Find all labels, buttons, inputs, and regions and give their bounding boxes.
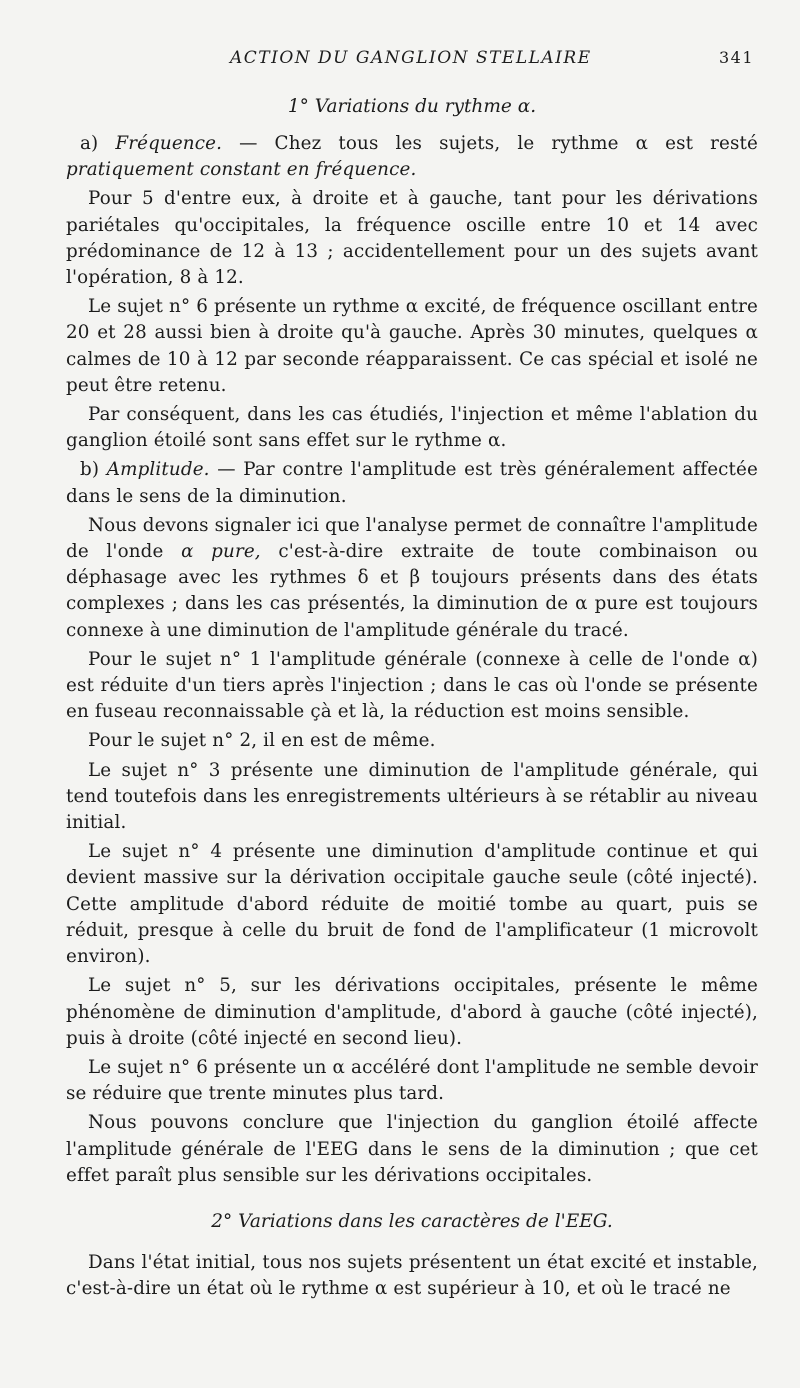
page-number: 341 bbox=[718, 48, 754, 67]
section-title-caracteres-eeg: 2° Variations dans les caractères de l'EEG. bbox=[211, 1210, 613, 1232]
section-title-rythme-alpha: 1° Variations du rythme α. bbox=[287, 96, 537, 117]
paragraph-emphasis: pratiquement constant en fréquence. bbox=[66, 159, 417, 181]
paragraph-body: Pour le sujet n° 2, il en est de même. bbox=[88, 730, 436, 752]
paragraph-body: Pour le sujet n° 1 l'amplitude générale (connexe à celle de l'onde α) est réduite d'un tiers après l'injection ; dans le cas où l'onde se présente en fuseau reconnaissable çà et là, la réduction est moins sensible. bbox=[66, 648, 758, 723]
paragraph-body: Le sujet n° 6 présente un rythme α excité, de fréquence oscillant entre 20 et 28 aussi bien à droite qu'à gauche. Après 30 minutes, quelques α calmes de 10 à 12 par seconde réapparaissent. Ce cas spécial et isolé ne peut être retenu. bbox=[66, 296, 758, 396]
paragraph-emphasis: α pure, bbox=[181, 541, 261, 563]
paragraph-lead: Fréquence. bbox=[115, 133, 223, 154]
paragraph-body: Le sujet n° 6 présente un α accéléré dont l'amplitude ne semble devoir se réduire que trente minutes plus tard. bbox=[66, 1056, 758, 1105]
paragraph-text: c'est-à-dire extraite de toute combinaison ou déphasage avec les rythmes δ et β toujours présents dans des états complexes ; dans les cas présentés, la diminution de α pure est toujours connexe à une diminution de l'amplitude générale du tracé. bbox=[66, 541, 758, 641]
paragraph-label: a) bbox=[80, 133, 116, 154]
paragraph-label: b) bbox=[80, 459, 107, 481]
paragraph-amplitude bbox=[66, 457, 758, 509]
paragraph-text: — Chez tous les sujets, le rythme α est resté bbox=[222, 133, 759, 154]
paragraph-body bbox=[66, 513, 758, 644]
paragraph-text: — Par contre l'amplitude est très généralement affectée dans le sens de la diminution. bbox=[66, 459, 758, 507]
paragraph-body: Le sujet n° 5, sur les dérivations occipitales, présente le même phénomène de diminution d'amplitude, d'abord à gauche (côté injecté), puis à droite (côté injecté en second lieu). bbox=[66, 975, 758, 1049]
paragraph-body: Dans l'état initial, tous nos sujets présentent un état excité et instable, c'est-à-dire un état où le rythme α est supérieur à 10, et où le tracé ne bbox=[66, 1251, 758, 1300]
paragraph-text: Nous devons signaler ici que l'analyse permet de connaître l'amplitude de l'onde bbox=[66, 514, 758, 563]
running-header bbox=[66, 44, 758, 74]
paragraph-frequence bbox=[66, 131, 758, 183]
paragraph-body: Le sujet n° 3 présente une diminution de l'amplitude générale, qui tend toutefois dans les enregistrements ultérieurs à se rétablir au niveau initial. bbox=[66, 759, 758, 834]
paragraph-lead: Amplitude. bbox=[106, 459, 210, 481]
running-title: ACTION DU GANGLION STELLAIRE bbox=[230, 48, 592, 68]
paragraph-body: Le sujet n° 4 présente une diminution d'amplitude continue et qui devient massive sur la dérivation occipitale gauche seule (côté injecté). Cette amplitude d'abord réduite de moitié tombe au quart, puis se réduit, presque à celle du bruit de fond de l'amplificateur (1 microvolt environ). bbox=[66, 841, 758, 968]
paragraph-body: Par conséquent, dans les cas étudiés, l'injection et même l'ablation du ganglion étoilé sont sans effet sur le rythme α. bbox=[66, 404, 758, 452]
paragraph-body: Nous pouvons conclure que l'injection du ganglion étoilé affecte l'amplitude générale de l'EEG dans le sens de la diminution ; que cet effet paraît plus sensible sur les dérivations occipitales. bbox=[66, 1112, 758, 1186]
paragraph-body: Pour 5 d'entre eux, à droite et à gauche, tant pour les dérivations pariétales qu'occipitales, la fréquence oscille entre 10 et 14 avec prédominance de 12 à 13 ; accidentellement pour un des sujets avant l'opération, 8 à 12. bbox=[66, 188, 758, 289]
